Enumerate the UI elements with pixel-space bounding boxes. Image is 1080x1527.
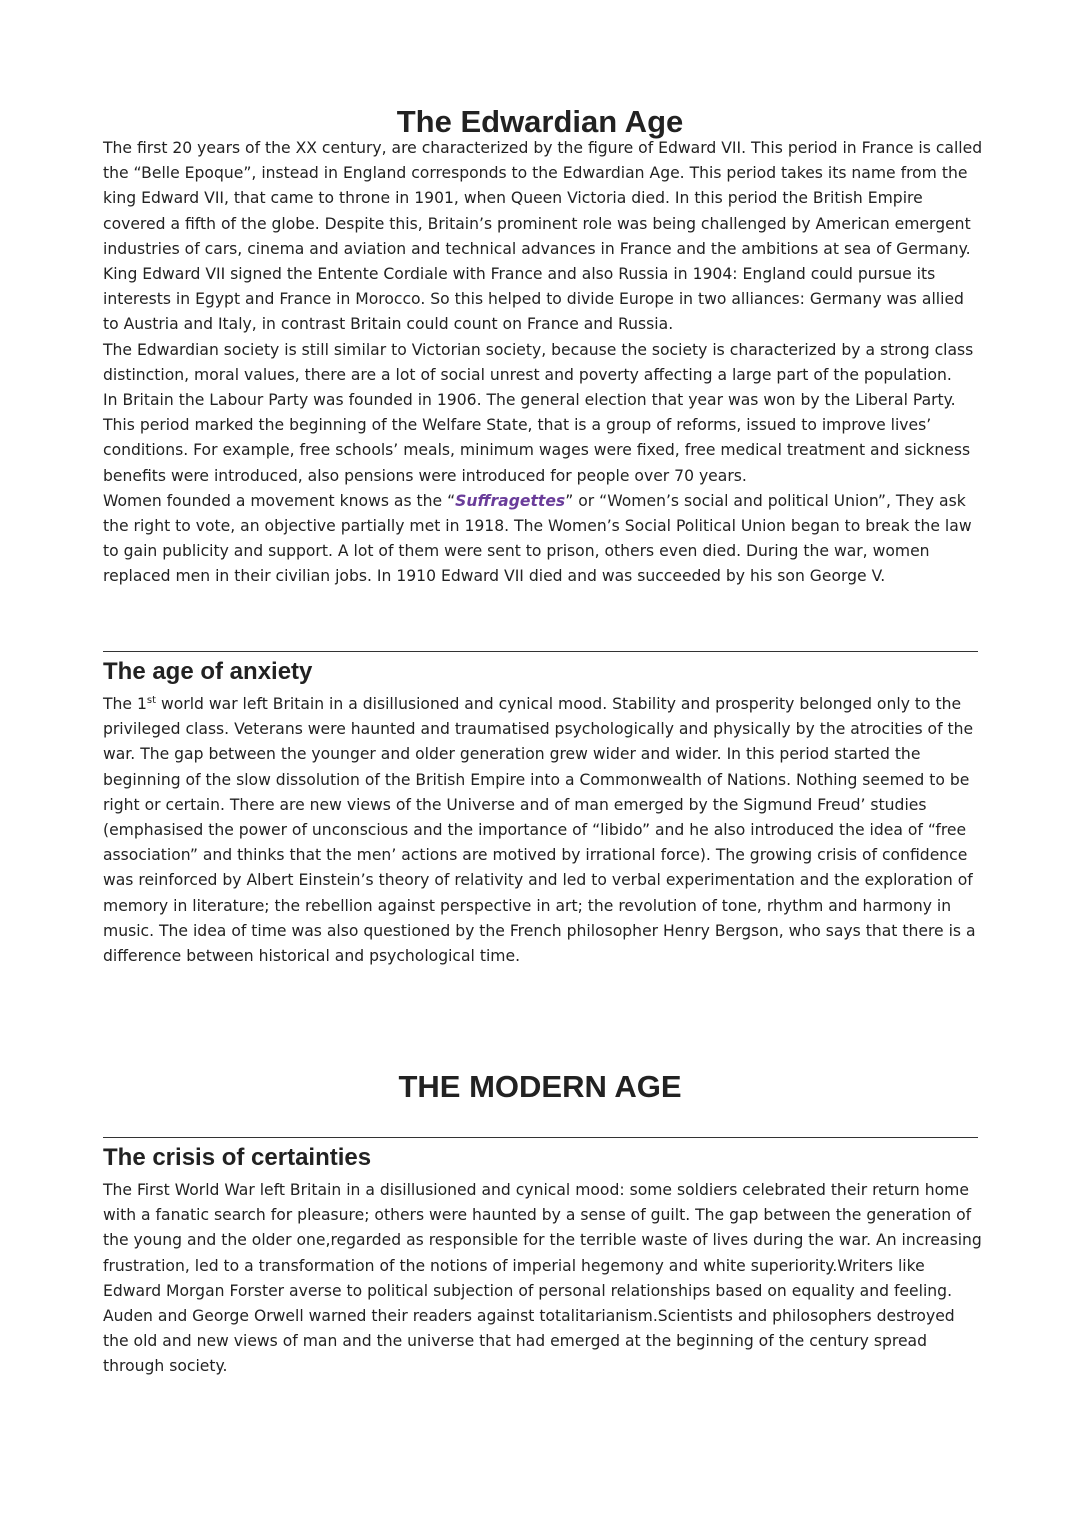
suffragettes-intro-text: Women founded a movement knows as the “ — [103, 491, 456, 510]
anxiety-body — [103, 692, 983, 969]
suffragettes-highlight: Suffragettes — [455, 491, 566, 510]
edwardian-body — [103, 136, 983, 590]
crisis-body — [103, 1178, 983, 1380]
edwardian-paragraph-2: The Edwardian society is still similar to Victorian society, because the society is characterized by a strong class distinction, moral values, there are a lot of social unrest and poverty affecting a large part of the population. — [103, 340, 974, 384]
anxiety-text-rest: world war left Britain in a disillusioned and cynical mood. Stability and prosperity belonged only to the privileged class. Veterans were haunted and traumatised psychologically and physically by the atrocities of the war. The gap between the younger and older generation grew wider and wider. In this period started the beginning of the slow dissolution of the British Empire into a Commonwealth of Nations. Nothing seemed to be right or certain. There are new views of the Universe and of man emerged by the Sigmund Freud’ studies (emphasised the power of unconscious and the importance of “libido” and he also introduced the idea of “free association” and thinks that the men’ actions are motived by irrational force). The growing crisis of confidence was reinforced by Albert Einstein’s theory of relativity and led to verbal experimentation and the exploration of memory in literature; the rebellion against perspective in art; the revolution of tone, rhythm and harmony in music. The idea of time was also questioned by the French philosopher Henry Bergson, who says that there is a difference between historical and psychological time. — [103, 695, 976, 966]
section-divider-1 — [103, 651, 978, 652]
edwardian-paragraph-1: The first 20 years of the XX century, are characterized by the figure of Edward VII. This period in France is called the “Belle Epoque”, instead in England corresponds to the Edwardian Age. This period takes its name from the king Edward VII, that came to throne in 1901, when Queen Victoria died. In this period the British Empire covered a fifth of the globe. Despite this, Britain’s prominent role was being challenged by American emergent industries of cars, cinema and aviation and technical advances in France and the ambitions at sea of Germany. King Edward VII signed the Entente Cordiale with France and also Russia in 1904: England could pursue its interests in Egypt and France in Morocco. So this helped to divide Europe in two alliances: Germany was allied to Austria and Italy, in contrast Britain could count on France and Russia. — [103, 139, 983, 334]
edwardian-paragraph-3: In Britain the Labour Party was founded in 1906. The general election that year was won by the Liberal Party. This period marked the beginning of the Welfare State, that is a group of reforms, issued to improve lives’ conditions. For example, free schools’ meals, minimum wages were fixed, free medical treatment and sickness benefits were introduced, also pensions were introduced for people over 70 years. — [103, 391, 971, 485]
page-title-modern-age: THE MODERN AGE — [398, 1069, 682, 1104]
heading-age-of-anxiety: The age of anxiety — [103, 658, 313, 685]
anxiety-text-start: The 1 — [103, 695, 147, 713]
edwardian-paragraph-4 — [103, 489, 983, 590]
heading-crisis-of-certainties: The crisis of certainties — [103, 1144, 372, 1171]
suffragettes-rest-text: ” or “Women’s social and political Union”, They ask the right to vote, an objective partially met in 1918. The Women’s Social Political Union began to break the law to gain publicity and support. A lot of them were sent to prison, others even died. During the war, women replaced men in their civilian jobs. In 1910 Edward VII died and was succeeded by his son George V. — [103, 491, 972, 586]
crisis-paragraph: The First World War left Britain in a disillusioned and cynical mood: some soldiers celebrated their return home with a fanatic search for pleasure; others were haunted by a sense of guilt. The gap between the generation of the young and the older one,regarded as responsible for the terrible waste of lives during the war. An increasing frustration, led to a transformation of the notions of imperial hegemony and white superiority.Writers like Edward Morgan Forster averse to political subjection of personal relationships based on equality and feeling. Auden and George Orwell warned their readers against totalitarianism.Scientists and philosophers destroyed the old and new views of man and the universe that had emerged at the beginning of the century spread through society. — [103, 1181, 982, 1376]
section-divider-2 — [103, 1137, 978, 1138]
page-title-edwardian-age: The Edwardian Age — [396, 104, 684, 139]
ordinal-superscript: st — [146, 694, 157, 706]
anxiety-paragraph — [103, 692, 983, 969]
